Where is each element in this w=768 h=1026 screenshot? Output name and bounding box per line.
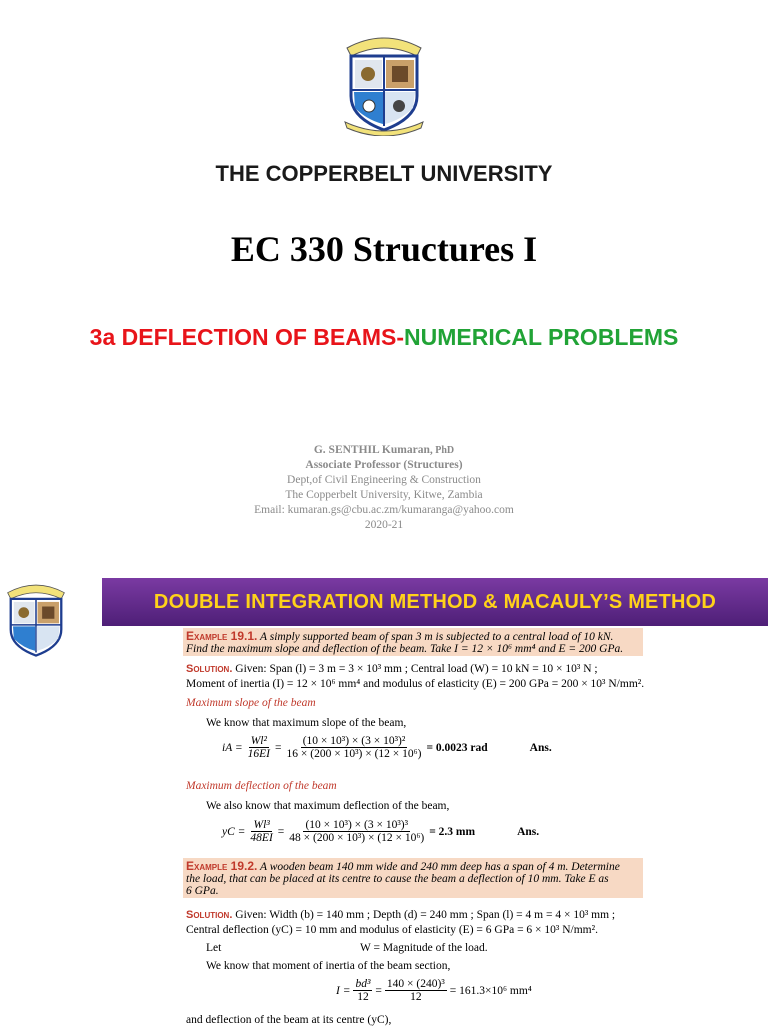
fraction-numerator: Wl² [250,735,267,747]
deflection-centre-text: and deflection of the beam at its centre (yC), [186,1014,392,1026]
content-slide [0,565,768,1024]
inertia-text: We know that moment of inertia of the beam section, [206,960,451,972]
solution-label: Solution. [186,909,233,921]
fraction-denominator: 16EI [247,748,271,760]
max-slope-heading: Maximum slope of the beam [186,697,316,709]
fraction [248,819,274,844]
fraction-denominator: 16 × (200 × 10³) × (12 × 10⁶) [286,748,422,760]
example-19-2-statement [183,858,643,898]
max-deflection-text: We also know that maximum deflection of the beam, [206,800,450,812]
example-label: Example 19.1. [186,629,258,643]
author-block [0,443,768,533]
solution-19-2 [186,909,615,921]
example-text: the load, that can be placed at its centre to cause the beam a deflection of 10 mm. Take E as [186,873,609,885]
example-text: A simply supported beam of span 3 m is subjected to a central load of 10 kN. [257,631,614,643]
example-text: A wooden beam 140 mm wide and 240 mm deep has a span of 4 m. Determine [257,861,620,873]
university-crest-logo [337,26,431,136]
fraction [353,978,372,1003]
solution-text: Given: Span (l) = 3 m = 3 × 10³ mm ; Central load (W) = 10 kN = 10 × 10³ N ; [232,663,598,675]
equation-result: = 0.0023 rad [426,741,488,754]
example-label: Example 19.2. [186,859,258,873]
topic-title-red: 3a DEFLECTION OF BEAMS- [89,324,405,350]
fraction-numerator: Wl³ [253,819,270,831]
inertia-equation: I = $\frac{\text{bd³}}{12}$ = $\frac{\text{140 × (240)³}}{12}$ = 161.3×10⁶ mm⁴ [336,978,532,1003]
solution-19-1 [186,663,598,675]
equation-lhs: yC = [222,825,246,838]
example-text: 6 GPa. [186,885,219,897]
solution-label: Solution. [186,663,233,675]
author-title: Associate Professor (Structures) [305,459,463,471]
equation-result: = 2.3 mm [429,825,476,838]
topic-title-green: NUMERICAL PROBLEMS [404,324,679,350]
example-19-1-statement [183,628,643,656]
solution-19-2-line2: Central deflection (yC) = 10 mm and modulus of elasticity (E) = 6 GPa = 6 × 10³ N/mm². [186,924,598,936]
fraction-numerator: (10 × 10³) × (3 × 10³)² [302,735,406,747]
author-name: G. SENTHIL Kumaran, [313,444,433,456]
solution-text: Given: Width (b) = 140 mm ; Depth (d) = 240 mm ; Span (l) = 4 m = 4 × 10³ mm ; [232,909,616,921]
fraction [385,978,447,1003]
let-definition: W = Magnitude of the load. [360,942,488,954]
fraction [285,735,424,760]
fraction-numerator: bd³ [355,978,371,990]
university-crest-logo-small [0,575,72,661]
solution-19-1-line2: Moment of inertia (I) = 12 × 10⁶ mm⁴ and modulus of elasticity (E) = 200 GPa = 200 × 10³ N/mm². [186,678,645,690]
fraction-numerator: 140 × (240)³ [386,978,445,990]
author-department: Dept,of Civil Engineering & Construction [287,474,481,486]
fraction-denominator: 12 [357,991,369,1003]
let-label: Let [206,942,222,954]
max-deflection-heading: Maximum deflection of the beam [186,780,337,792]
slope-equation: iA = $\frac{\text{Wl²}}{16EI}$ = $\frac{\text{(10 × 10³) × (3 × 10³)²}}{\text{16 × (200 × 10³) × (12 × 10⁶)}}$ = 0.0023 rad Ans. [222,735,552,760]
academic-year: 2020-21 [364,519,404,531]
university-name: THE COPPERBELT UNIVERSITY [215,161,553,186]
fraction-denominator: 48EI [250,832,273,844]
author-institution: The Copperbelt University, Kitwe, Zambia [285,489,483,501]
slide-banner-title: DOUBLE INTEGRATION METHOD & MACAULY’S METHOD [102,578,768,626]
topic-title [0,324,768,351]
equation-result: = 161.3×10⁶ mm⁴ [449,984,532,997]
fraction [246,735,272,760]
author-email: Email: kumaran.gs@cbu.ac.zm/kumaranga@yahoo.com [254,504,514,516]
answer-label: Ans. [517,825,540,838]
fraction [287,819,426,844]
fraction-numerator: (10 × 10³) × (3 × 10³)³ [305,819,409,831]
example-text: Find the maximum slope and deflection of the beam. Take I = 12 × 10⁶ mm⁴ and E = 200 GPa. [186,643,624,655]
equation-lhs: I = [336,984,351,997]
max-slope-text: We know that maximum slope of the beam, [206,717,407,729]
course-title: EC 330 Structures I [230,229,538,269]
fraction-denominator: 12 [410,991,422,1003]
answer-label: Ans. [529,741,552,754]
equation-lhs: iA = [222,741,243,754]
author-degree: PhD [432,445,455,456]
fraction-denominator: 48 × (200 × 10³) × (12 × 10⁶) [289,832,425,844]
deflection-equation: yC = $\frac{\text{Wl³}}{48EI}$ = $\frac{\text{(10 × 10³) × (3 × 10³)³}}{\text{48 × (200 × 10³) × (12 × 10⁶)}}$ = 2.3 mm Ans. [222,819,540,844]
